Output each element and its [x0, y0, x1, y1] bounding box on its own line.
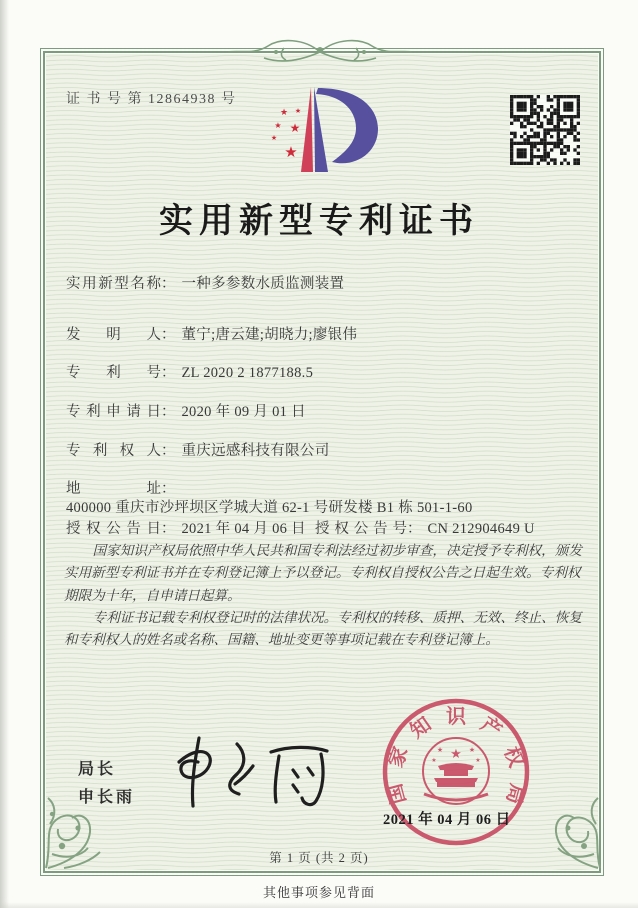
field-value: ZL 2020 2 1877188.5 [181, 365, 314, 381]
field-grant-date [66, 517, 590, 538]
svg-text:★: ★ [468, 746, 476, 754]
field-label: 地址 [66, 481, 161, 497]
field-value: 2021 年 04 月 06 日 [181, 521, 306, 537]
certificate-title: 实用新型专利证书 [159, 203, 479, 240]
director-signature [165, 732, 340, 812]
scan-edge-shadow-left [0, 0, 9, 908]
field-colon: ： [161, 481, 176, 497]
field-value: 2020 年 09 月 01 日 [181, 404, 306, 420]
field-label: 发明人 [66, 327, 161, 343]
field-utility-model-name [66, 272, 590, 293]
logo-stars [271, 107, 301, 161]
field-address [66, 477, 590, 520]
svg-text:局: 局 [501, 781, 529, 807]
field-value: 一种多参数水质监测装置 [181, 276, 345, 292]
director-name: 申长雨 [78, 789, 136, 806]
field-value: CN 212904649 U [427, 521, 535, 537]
svg-text:★: ★ [289, 121, 301, 135]
cnipa-logo-icon [246, 82, 396, 178]
field-label: 实用新型名称 [66, 276, 161, 292]
back-side-note: 其他事项参见背面 [262, 885, 375, 900]
svg-text:★: ★ [436, 746, 444, 754]
certificate-number: 证 书 号 第 12864938 号 [66, 92, 237, 107]
legal-paragraph-2: 专利证书记载专利权登记时的法律状况。专利权的转移、质押、无效、终止、恢复和专利权人的姓名或名称、国籍、地址变更等事项记载在专利登记簿上。 [64, 609, 582, 648]
field-label: 专利号 [66, 365, 161, 381]
logo-left-wedge [301, 87, 313, 172]
field-colon: ： [161, 443, 176, 459]
director-title: 局长 [78, 761, 117, 778]
field-patent-number [66, 361, 590, 382]
logo-p-bowl [316, 88, 378, 163]
official-seal [366, 682, 546, 862]
svg-text:知: 知 [406, 713, 436, 743]
svg-text:识: 识 [446, 706, 466, 728]
field-colon: ： [407, 521, 422, 537]
field-colon: ： [161, 365, 176, 381]
svg-text:★: ★ [274, 121, 282, 130]
field-patentee [66, 439, 590, 460]
svg-text:国: 国 [383, 781, 411, 807]
national-emblem-icon [423, 738, 489, 804]
field-value: 董宁;唐云建;胡晓力;廖银伟 [181, 327, 358, 343]
legal-paragraph-1: 国家知识产权局依照中华人民共和国专利法经过初步审查，决定授予专利权，颁发实用新型专利证书并在专利登记簿上予以登记。专利权自授权公告之日起生效。专利权期限为十年，自申请日起算。 [64, 543, 582, 603]
logo-right-wedge [314, 87, 328, 172]
page-number: 第 1 页 (共 2 页) [269, 851, 369, 865]
svg-text:权: 权 [499, 743, 528, 771]
field-value: 重庆远感科技有限公司 [181, 443, 330, 459]
field-label: 授权公告日 [66, 521, 161, 537]
field-label: 专利权人 [66, 443, 161, 459]
svg-text:★: ★ [284, 143, 298, 161]
legal-text-section [64, 540, 588, 651]
svg-text:★: ★ [279, 108, 289, 118]
top-border-ornament [224, 36, 416, 70]
field-label: 授权公告号 [315, 521, 407, 537]
field-colon: ： [161, 327, 176, 343]
field-filing-date [66, 400, 590, 421]
field-grant-publication-number [315, 517, 535, 538]
field-value: 400000 重庆市沙坪坝区学城大道 62-1 号研发楼 B1 栋 501-1-60 [66, 500, 473, 516]
svg-text:★: ★ [294, 107, 302, 115]
svg-text:产: 产 [476, 713, 506, 743]
svg-text:★: ★ [475, 757, 481, 764]
field-inventors [66, 323, 590, 344]
svg-text:★: ★ [431, 757, 437, 764]
field-colon: ： [161, 521, 176, 537]
field-label: 专利申请日 [66, 404, 161, 420]
svg-text:★: ★ [270, 134, 278, 142]
svg-text:★: ★ [450, 747, 462, 762]
scan-edge-shadow-bottom [0, 902, 638, 908]
field-colon: ： [161, 404, 176, 420]
qr-code [510, 95, 580, 165]
field-colon: ： [161, 276, 176, 292]
seal-date: 2021 年 04 月 06 日 [383, 812, 511, 828]
svg-text:家: 家 [384, 743, 413, 771]
